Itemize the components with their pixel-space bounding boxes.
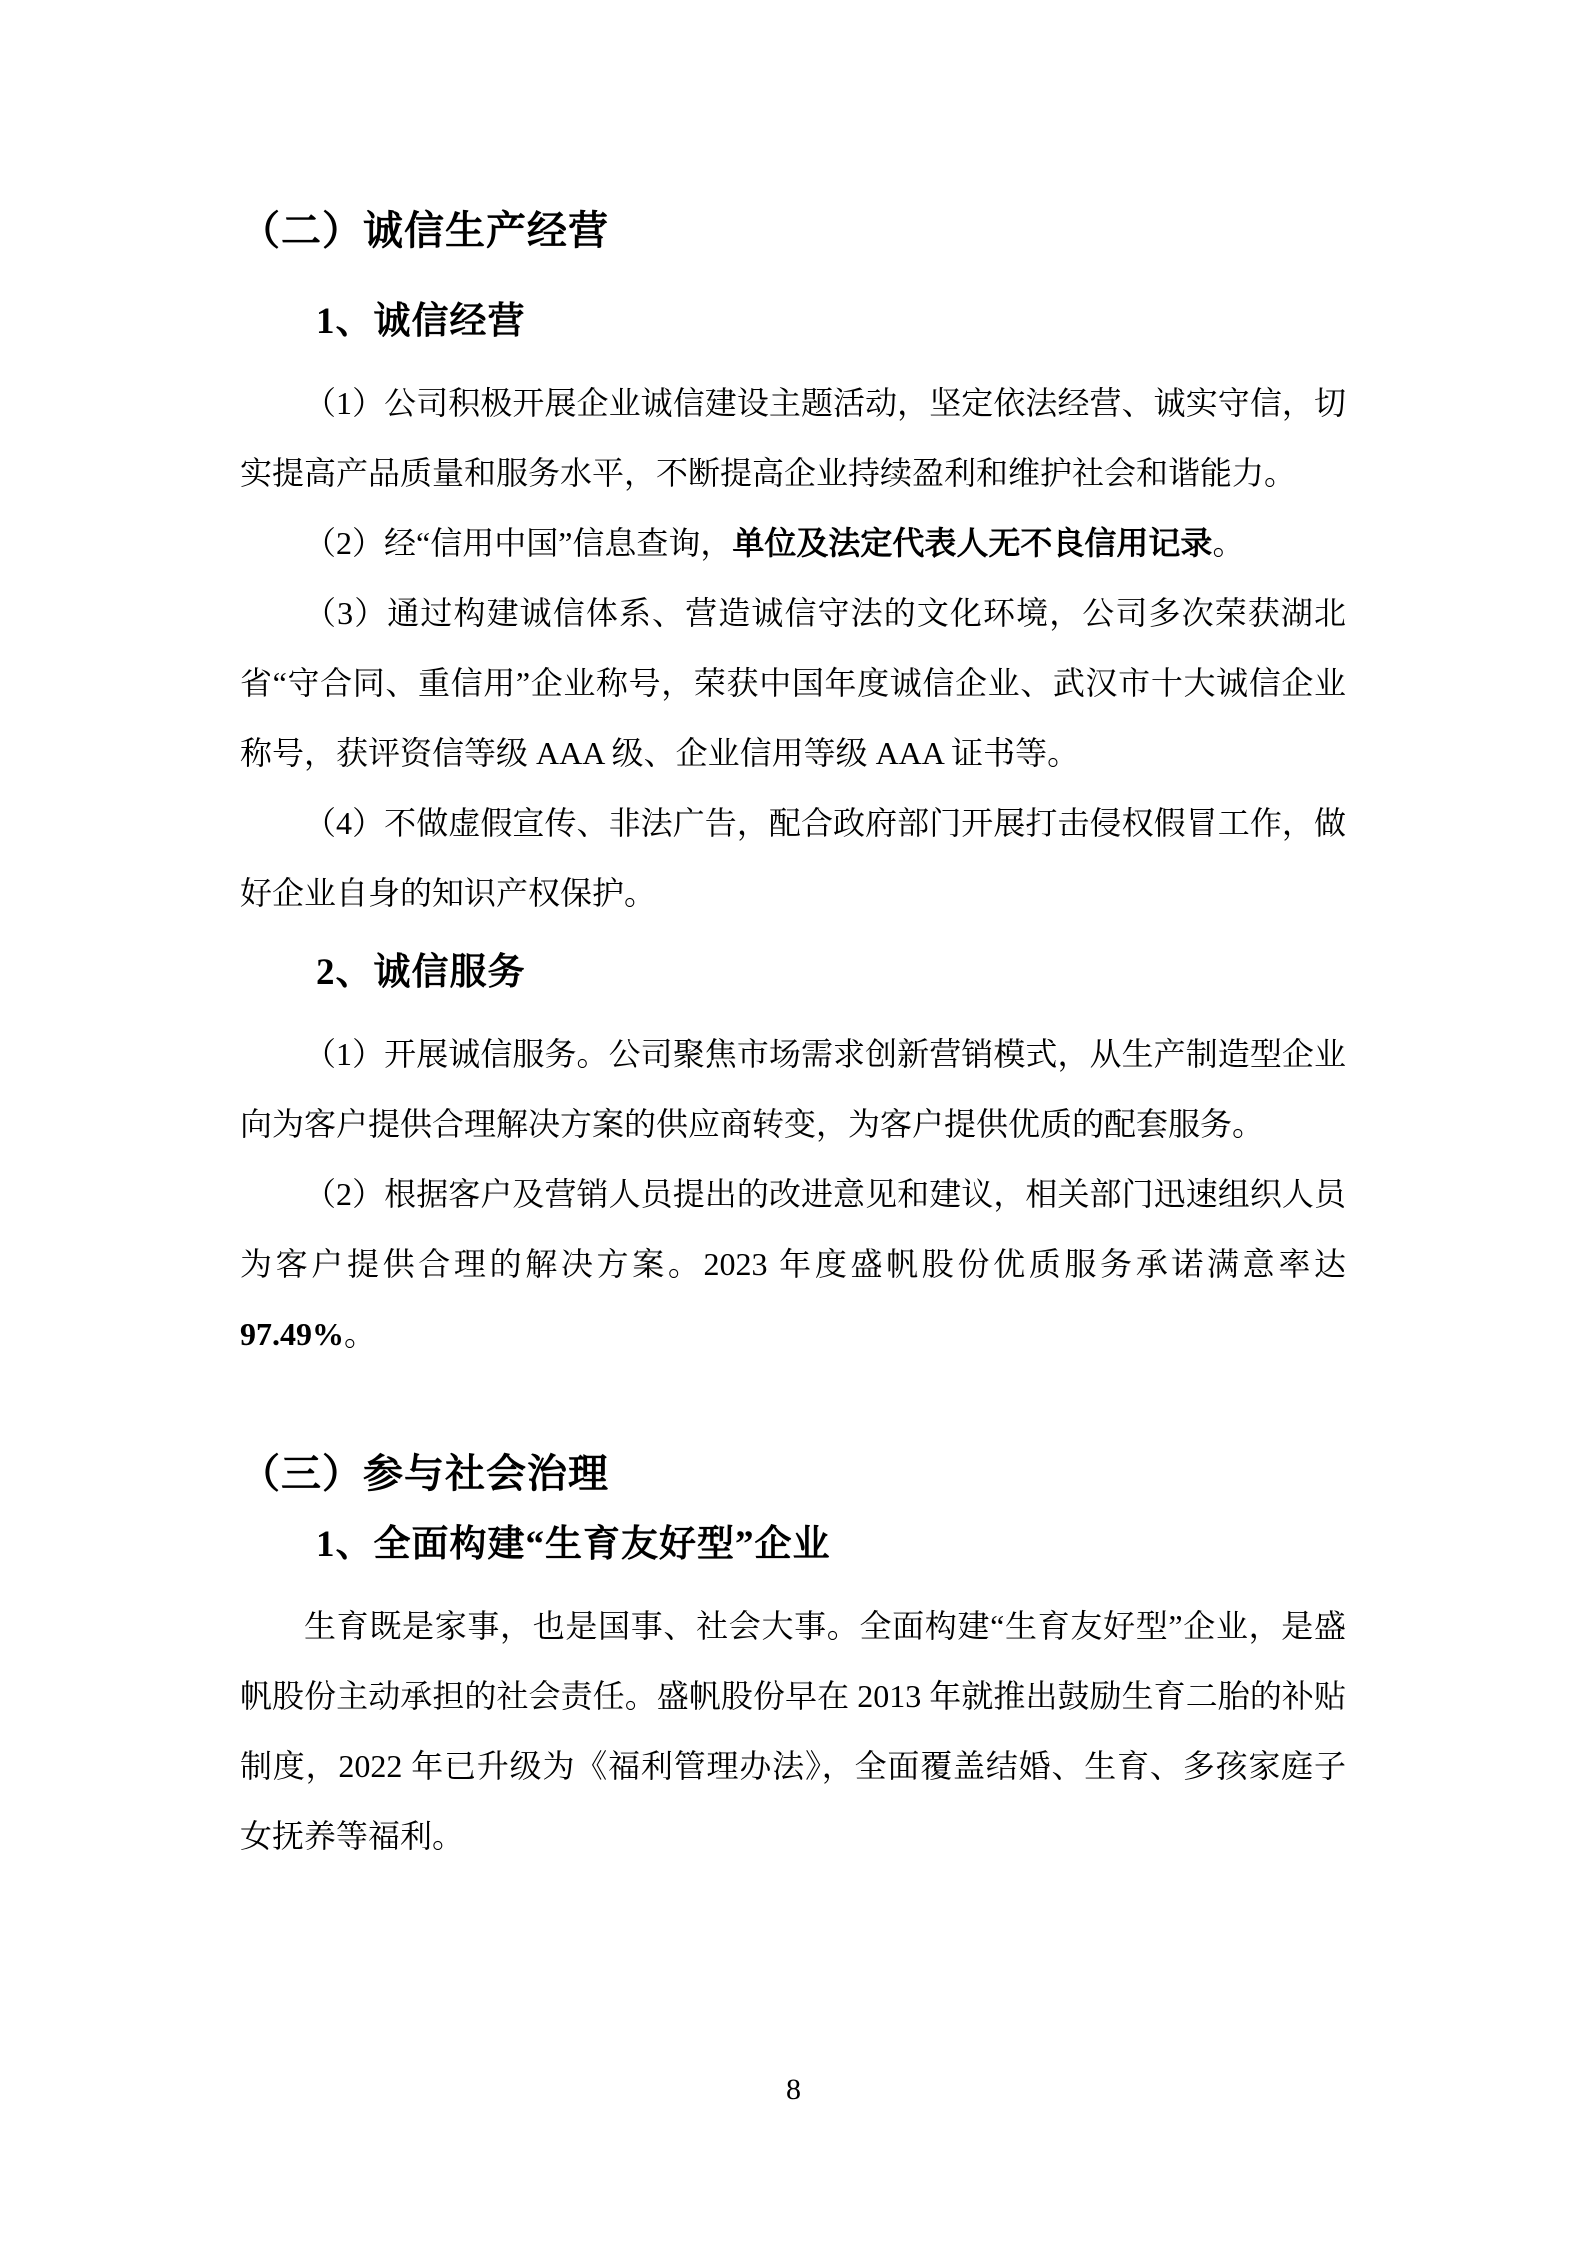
paragraph-integrity-service-2	[240, 1159, 1346, 1369]
paragraph-integrity-service-1: （1）开展诚信服务。公司聚焦市场需求创新营销模式，从生产制造型企业向为客户提供合理解决方案的供应商转变，为客户提供优质的配套服务。	[240, 1036, 1346, 1142]
section-heading-integrity-production: （二）诚信生产经营	[240, 208, 609, 253]
page-footer	[0, 2072, 1587, 2108]
bold-credit-record-statement: 单位及法定代表人无不良信用记录	[732, 525, 1213, 561]
paragraph-text: 。	[344, 1316, 377, 1352]
subsection-heading-integrity-service: 2、诚信服务	[316, 952, 526, 993]
page-number: 8	[786, 2073, 801, 2106]
paragraph-text: （2）经“信用中国”信息查询，	[304, 525, 733, 561]
document-body	[240, 0, 1346, 1871]
paragraph-integrity-operation-1: （1）公司积极开展企业诚信建设主题活动，坚定依法经营、诚实守信，切实提高产品质量和服务水平，不断提高企业持续盈利和维护社会和谐能力。	[240, 385, 1346, 491]
bold-satisfaction-rate: 97.49%	[240, 1316, 344, 1352]
section-heading-social-governance: （三）参与社会治理	[240, 1451, 609, 1496]
paragraph-integrity-operation-4: （4）不做虚假宣传、非法广告，配合政府部门开展打击侵权假冒工作，做好企业自身的知识产权保护。	[240, 805, 1346, 911]
paragraph-integrity-operation-2	[240, 508, 1346, 578]
subsection-heading-integrity-operation: 1、诚信经营	[316, 301, 526, 342]
subsection-heading-fertility-friendly: 1、全面构建“生育友好型”企业	[316, 1524, 831, 1565]
paragraph-text: （2）根据客户及营销人员提出的改进意见和建议，相关部门迅速组织人员为客户提供合理的解决方案。2023 年度盛帆股份优质服务承诺满意率达	[240, 1176, 1346, 1282]
paragraph-text: 。	[1212, 525, 1245, 561]
paragraph-fertility-friendly-1: 生育既是家事，也是国事、社会大事。全面构建“生育友好型”企业，是盛帆股份主动承担的社会责任。盛帆股份早在 2013 年就推出鼓励生育二胎的补贴制度，2022 年已升级为《福利管理办法》，全面覆盖结婚、生育、多孩家庭子女抚养等福利。	[240, 1608, 1346, 1854]
paragraph-integrity-operation-3: （3）通过构建诚信体系、营造诚信守法的文化环境，公司多次荣获湖北省“守合同、重信用”企业称号，荣获中国年度诚信企业、武汉市十大诚信企业称号，获评资信等级 AAA 级、企业信用等级 AAA 证书等。	[240, 595, 1346, 771]
